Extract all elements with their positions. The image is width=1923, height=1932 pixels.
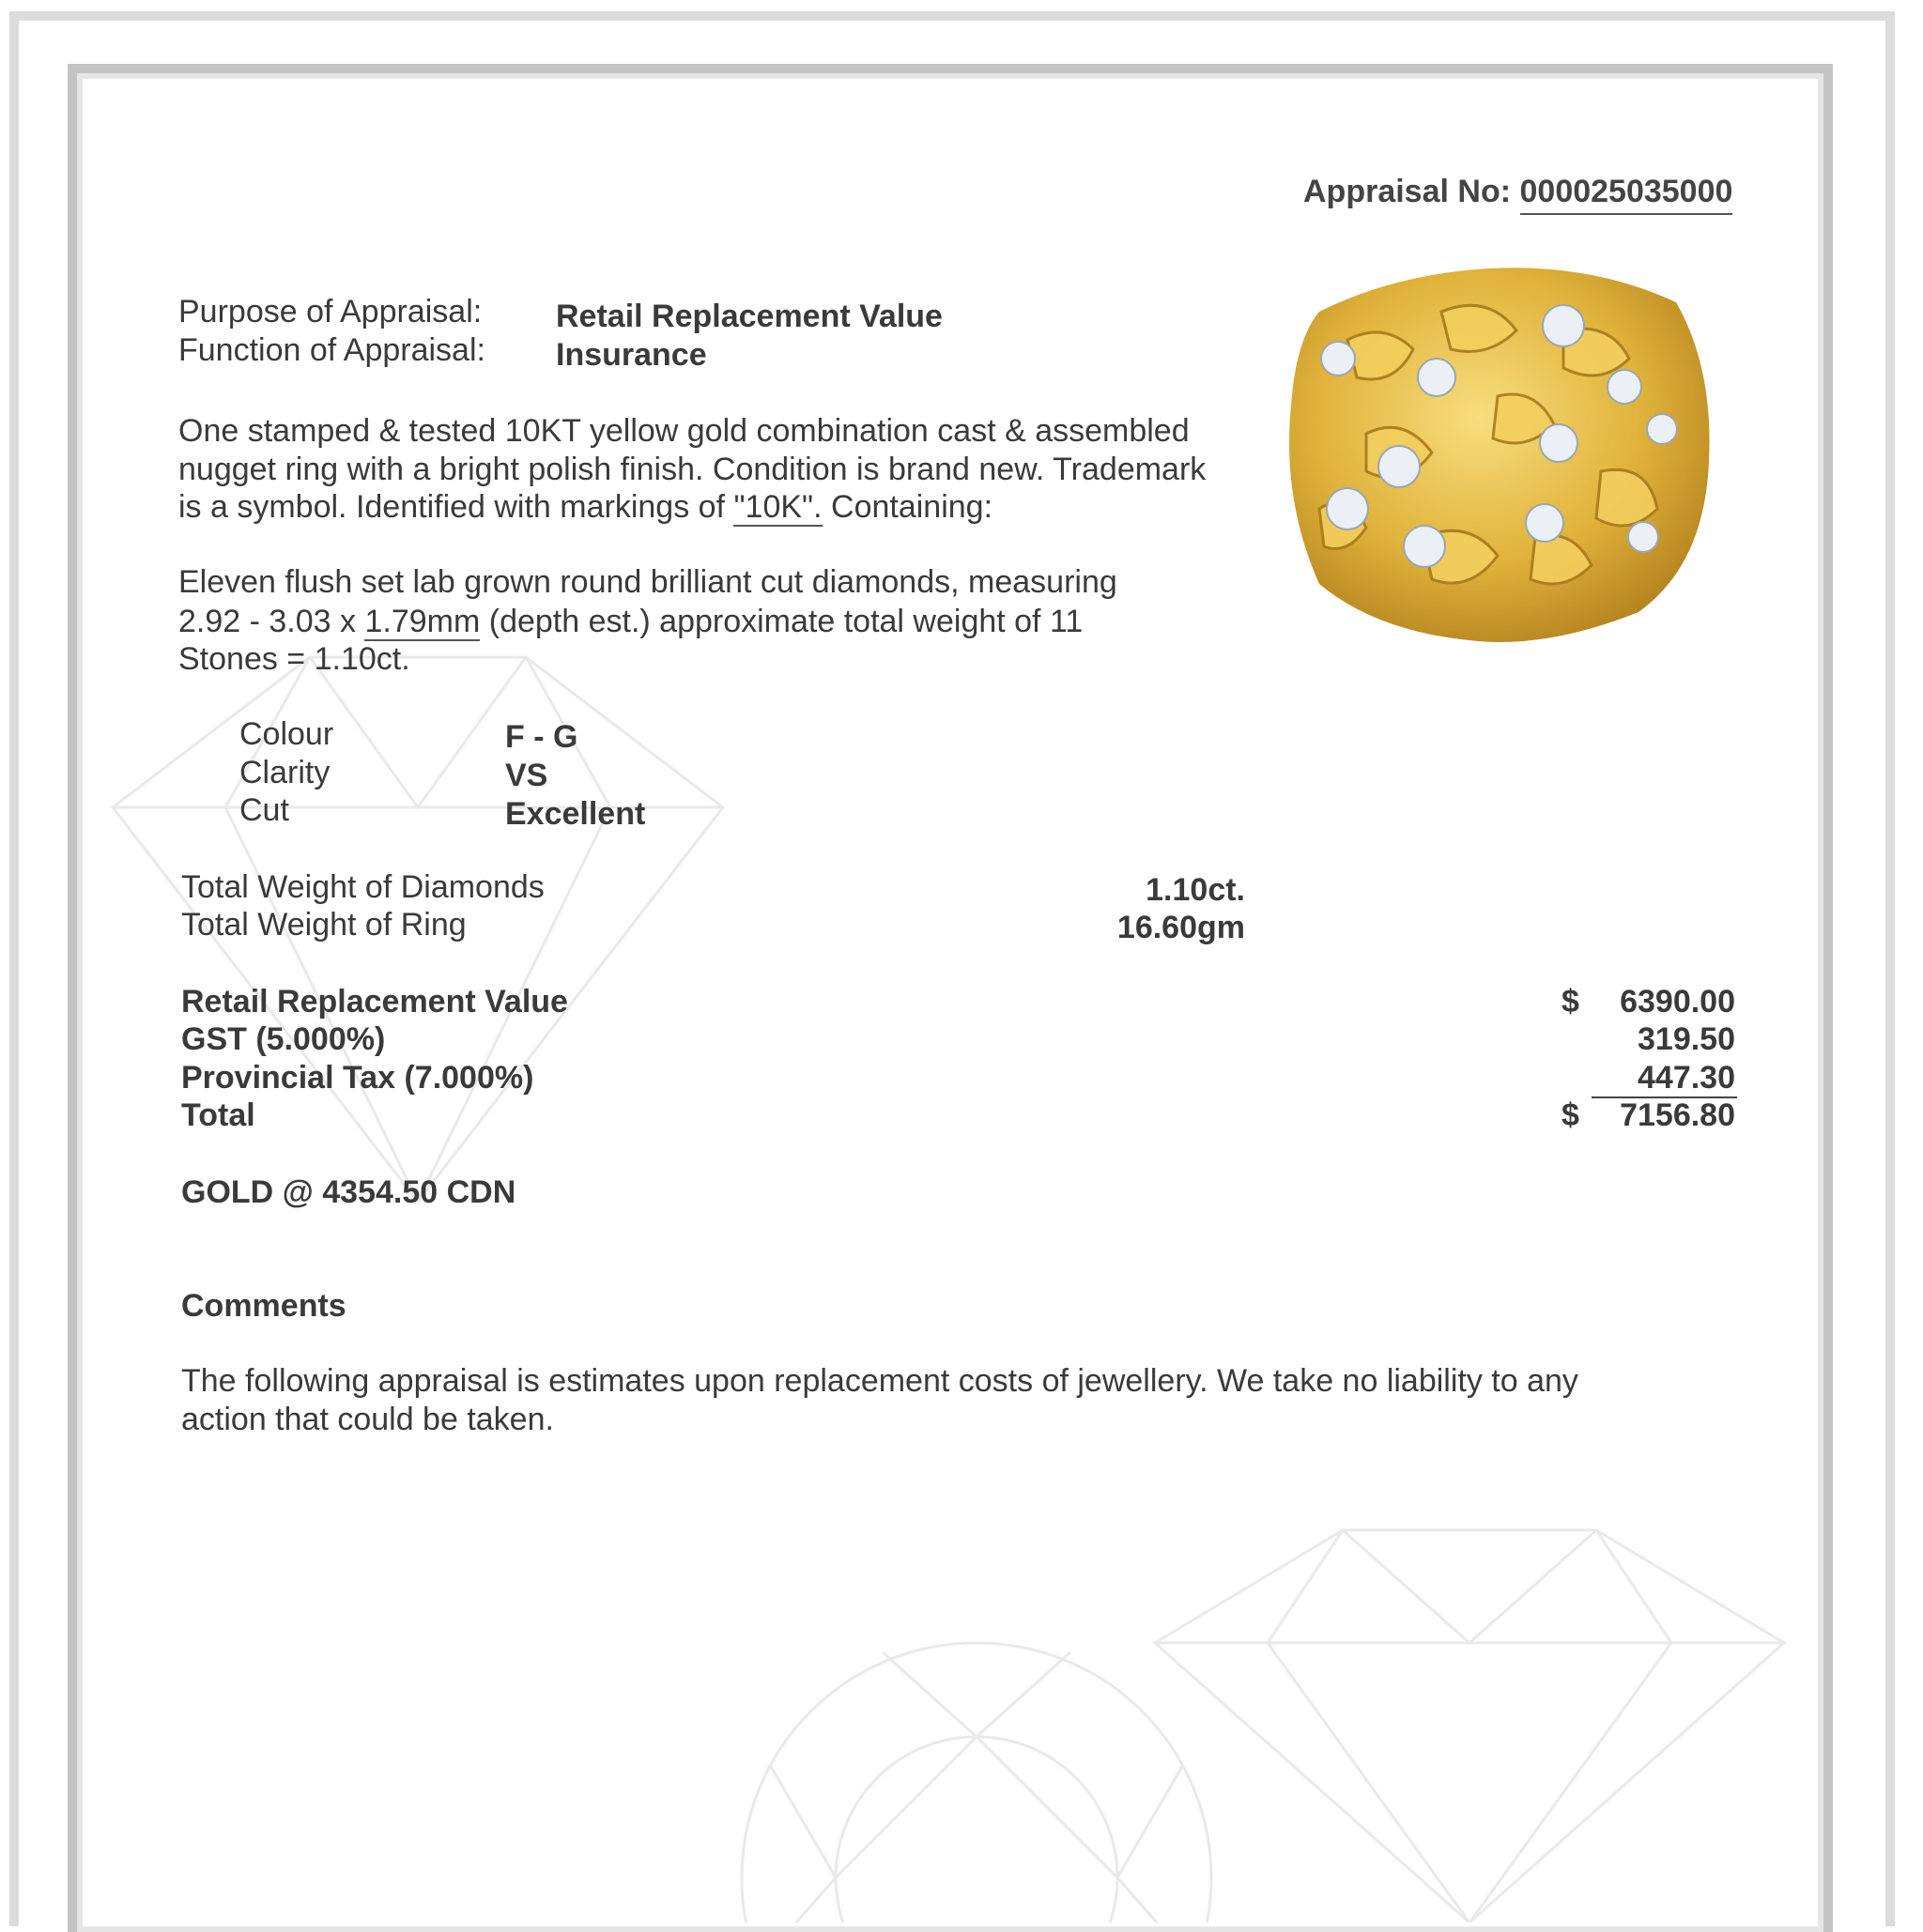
cut-value: Excellent (505, 796, 646, 832)
diamonds-line-1: Eleven flush set lab grown round brilliant cut diamonds, measuring (178, 564, 1117, 600)
appraisal-number-label: Appraisal No: (1303, 174, 1512, 209)
depth-measurement: 1.79mm (364, 604, 481, 639)
purpose-label: Purpose of Appraisal: (178, 294, 483, 330)
description-line-1: One stamped & tested 10KT yellow gold combination cast & assembled (178, 413, 1190, 449)
colour-label: Colour (239, 716, 334, 752)
diamond-weight-value: 1.10ct. (1146, 872, 1245, 908)
total-currency-symbol: $ (1561, 1097, 1579, 1133)
diamond-weight-label: Total Weight of Diamonds (181, 869, 545, 905)
cut-label: Cut (239, 792, 289, 828)
clarity-label: Clarity (239, 755, 331, 790)
gold-price: GOLD @ 4354.50 CDN (181, 1174, 516, 1210)
gst-label: GST (5.000%) (181, 1021, 386, 1057)
description-line-3-end: Containing: (822, 489, 993, 525)
diamonds-line-2-end: (depth est.) approximate total weight of 11 (480, 604, 1084, 639)
diamonds-line-2 (178, 603, 1083, 641)
function-label: Function of Appraisal: (178, 332, 485, 368)
appraisal-number (1303, 173, 1732, 211)
appraisal-number-value: 000025035000 (1520, 174, 1733, 215)
purpose-value: Retail Replacement Value (556, 299, 943, 334)
ring-weight-value: 16.60gm (1116, 910, 1245, 945)
retail-value-label: Retail Replacement Value (181, 984, 568, 1020)
function-value: Insurance (556, 337, 707, 373)
gst-amount: 319.50 (1638, 1021, 1735, 1057)
retail-value-amount: 6390.00 (1620, 984, 1735, 1020)
description-line-3-text: is a symbol. Identified with markings of (178, 489, 734, 525)
comments-line-1: The following appraisal is estimates upon replacement costs of jewellery. We take no liability to any (181, 1363, 1578, 1399)
total-amount: 7156.80 (1620, 1097, 1735, 1133)
gold-nugget-ring-icon (1282, 255, 1723, 650)
marking-text: "10K". (733, 489, 823, 525)
description-line-2: nugget ring with a bright polish finish. Condition is brand new. Trademark (178, 452, 1207, 487)
comments-heading: Comments (181, 1288, 346, 1324)
diamonds-line-3: Stones = 1.10ct. (178, 641, 410, 677)
provincial-tax-label: Provincial Tax (7.000%) (181, 1060, 534, 1096)
colour-value: F - G (505, 719, 578, 755)
total-label: Total (181, 1097, 255, 1133)
diamonds-line-2-text: 2.92 - 3.03 x (178, 604, 365, 639)
provincial-tax-amount: 447.30 (1638, 1060, 1735, 1096)
clarity-value: VS (505, 758, 548, 793)
comments-line-2: action that could be taken. (181, 1402, 554, 1437)
description-line-3 (178, 488, 992, 527)
ring-weight-label: Total Weight of Ring (181, 907, 467, 943)
currency-symbol: $ (1561, 984, 1579, 1020)
